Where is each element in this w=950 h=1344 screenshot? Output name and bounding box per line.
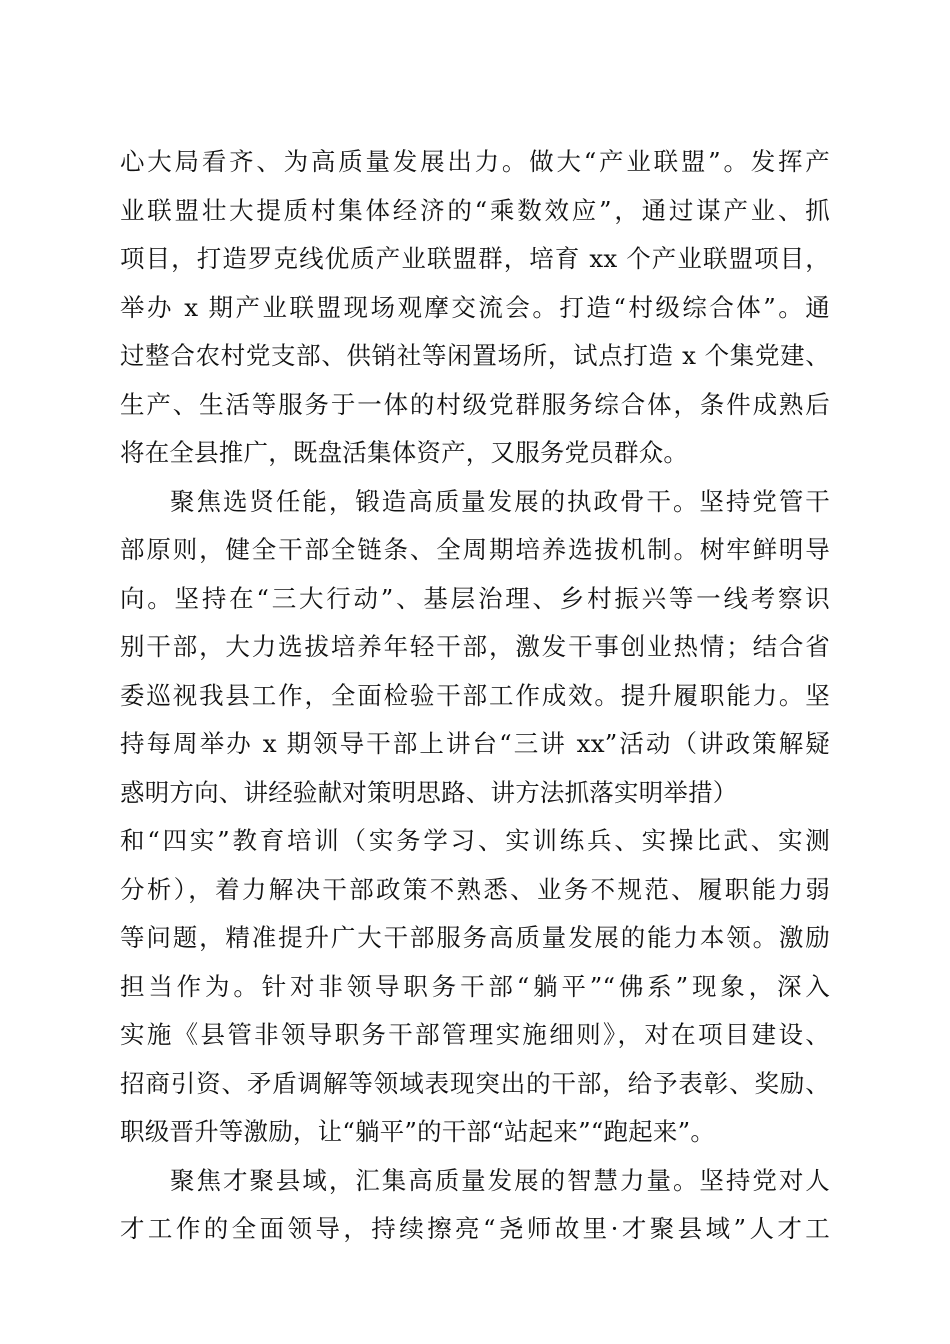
- text-line: 向。坚持在“三大行动”、基层治理、乡村振兴等一线考察识: [120, 583, 830, 613]
- paragraph-start-line: 聚焦才聚县域，汇集高质量发展的智慧力量。坚持党对人: [170, 1165, 830, 1195]
- text-line: 将在全县推广，既盘活集体资产，又服务党员群众。: [120, 438, 689, 467]
- text-line: 持每周举办 x 期领导干部上讲台“三讲 xx”活动（讲政策解疑: [120, 729, 830, 758]
- text-line: 等问题，精准提升广大干部服务高质量发展的能力本领。激励: [120, 923, 830, 952]
- text-line: 和“四实”教育培训（实务学习、实训练兵、实操比武、实测: [120, 826, 830, 855]
- text-line: 生产、生活等服务于一体的村级党群服务综合体，条件成熟后: [120, 389, 830, 419]
- paragraph-start-line: 聚焦选贤任能，锻造高质量发展的执政骨干。坚持党管干: [170, 486, 830, 516]
- text-line: 招商引资、矛盾调解等领域表现突出的干部，给予表彰、奖励、: [120, 1068, 830, 1098]
- text-line: 部原则，健全干部全链条、全周期培养选拔机制。树牢鲜明导: [120, 535, 830, 564]
- text-line: 别干部，大力选拔培养年轻干部，激发干事创业热情；结合省: [120, 632, 830, 661]
- text-line: 过整合农村党支部、供销社等闲置场所，试点打造 x 个集党建、: [120, 341, 830, 370]
- text-line: 职级晋升等激励，让“躺平”的干部“站起来”“跑起来”。: [120, 1117, 716, 1146]
- text-line: 业联盟壮大提质村集体经济的“乘数效应”，通过谋产业、抓: [120, 195, 830, 225]
- text-line: 举办 x 期产业联盟现场观摩交流会。打造“村级综合体”。通: [120, 292, 830, 322]
- text-line: 担当作为。针对非领导职务干部“躺平”“佛系”现象，深入: [120, 971, 830, 1001]
- text-line: 分析），着力解决干部政策不熟悉、业务不规范、履职能力弱: [120, 874, 830, 904]
- text-line: 惑明方向、讲经验献对策明思路、讲方法抓落实明举措）: [120, 777, 738, 807]
- text-line: 才工作的全面领导，持续擦亮“尧师故里·才聚县域”人才工: [120, 1214, 830, 1243]
- text-line: 心大局看齐、为高质量发展出力。做大“产业联盟”。发挥产: [120, 147, 830, 176]
- text-line: 实施《县管非领导职务干部管理实施细则》，对在项目建设、: [120, 1020, 830, 1049]
- text-line: 项目，打造罗克线优质产业联盟群，培育 xx 个产业联盟项目，: [120, 244, 830, 273]
- text-line: 委巡视我县工作，全面检验干部工作成效。提升履职能力。坚: [120, 680, 830, 710]
- body-text: [120, 138, 830, 1254]
